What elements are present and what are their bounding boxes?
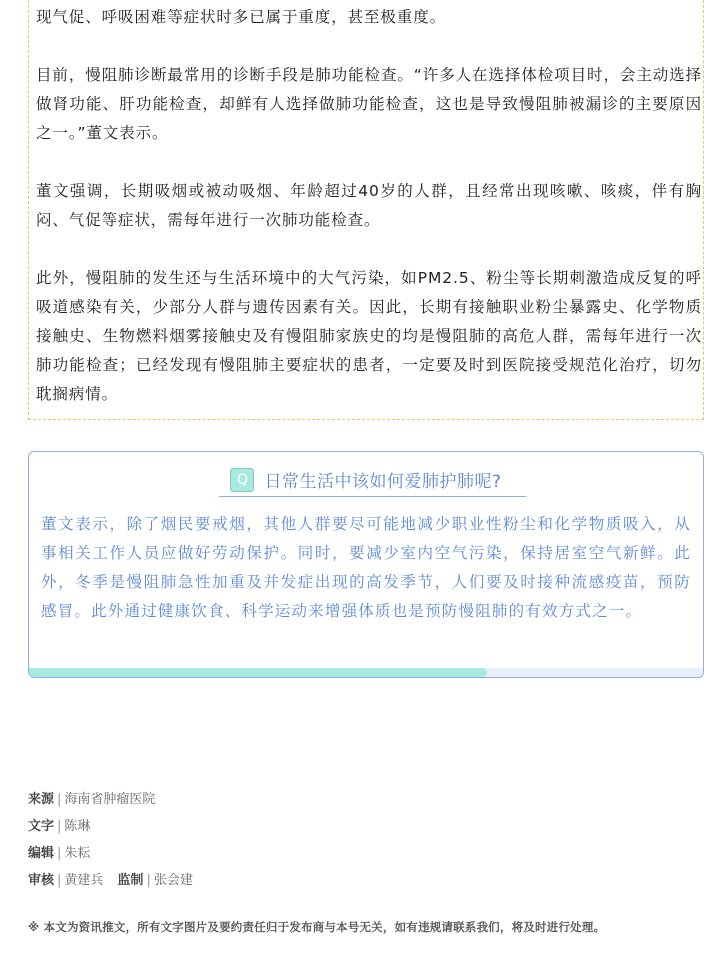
- qa-header: [29, 467, 703, 497]
- credit-review: [28, 867, 193, 894]
- credit-writer-label: 文字: [28, 819, 55, 834]
- article-paragraph: 目前，慢阻肺诊断最常用的诊断手段是肺功能检查。“许多人在选择体检项目时，会主动选择做肾功能、肝功能检查，却鲜有人选择做肺功能检查，这也是导致慢阻肺被漏诊的主要原因之一。”董文表示。: [36, 66, 702, 142]
- credit-editor-value: 朱耘: [64, 846, 91, 861]
- credit-separator: |: [57, 873, 62, 888]
- credit-reviewer-value: 黄建兵: [64, 873, 104, 888]
- credit-writer: [28, 813, 193, 840]
- article-paragraph: 董文强调，长期吸烟或被动吸烟、年龄超过40岁的人群，且经常出现咳嗽、咳痰，伴有胸闷、气促等症状，需每年进行一次肺功能检查。: [36, 182, 702, 229]
- article-text-box: [28, 0, 704, 420]
- credit-writer-value: 陈琳: [64, 819, 91, 834]
- credit-reviewer-label: 审核: [28, 873, 55, 888]
- credit-source: [28, 786, 193, 813]
- credit-separator: |: [57, 846, 62, 861]
- credit-supervisor-value: 张会建: [153, 873, 193, 888]
- credit-supervisor-label: 监制: [117, 873, 144, 888]
- credit-editor: [28, 840, 193, 867]
- q-badge-icon: Q: [230, 468, 254, 492]
- qa-progress-bar: [29, 668, 487, 677]
- credit-source-label: 来源: [28, 792, 55, 807]
- credit-editor-label: 编辑: [28, 846, 55, 861]
- credit-separator: |: [57, 819, 62, 834]
- credit-source-value: 海南省肿瘤医院: [64, 792, 156, 807]
- article-paragraph: 现气促、呼吸困难等症状时多已属于重度，甚至极重度。: [36, 8, 447, 26]
- credits-block: [28, 786, 193, 894]
- qa-answer-text: 董文表示，除了烟民要戒烟，其他人群要尽可能地减少职业性粉尘和化学物质吸入，从事相关工作人员应做好劳动保护。同时，要减少室内空气污染，保持居室空气新鲜。此外，冬季是慢阻肺急性加重及并发症出现的高发季节，人们要及时接种流感疫苗，预防感冒。此外通过健康饮食、科学运动来增强体质也是预防慢阻肺的有效方式之一。: [41, 515, 691, 620]
- credit-separator: |: [57, 792, 62, 807]
- disclaimer-text: ※ 本文为资讯推文，所有文字图片及要约责任归于发布商与本号无关，如有违规请联系我们，将及时进行处理。: [28, 920, 606, 934]
- qa-card: [28, 451, 704, 678]
- article-paragraph: 此外，慢阻肺的发生还与生活环境中的大气污染，如PM2.5、粉尘等长期刺激造成反复的呼吸道感染有关，少部分人群与遗传因素有关。因此，长期有接触职业粉尘暴露史、化学物质接触史、生物燃料烟雾接触史及有慢阻肺家族史的均是慢阻肺的高危人群，需每年进行一次肺功能检查；已经发现有慢阻肺主要症状的患者，一定要及时到医院接受规范化治疗，切勿耽搁病情。: [36, 269, 702, 403]
- credit-separator: |: [146, 873, 151, 888]
- qa-title: 日常生活中该如何爱肺护肺呢?: [264, 472, 502, 492]
- qa-title-underline: [219, 496, 526, 497]
